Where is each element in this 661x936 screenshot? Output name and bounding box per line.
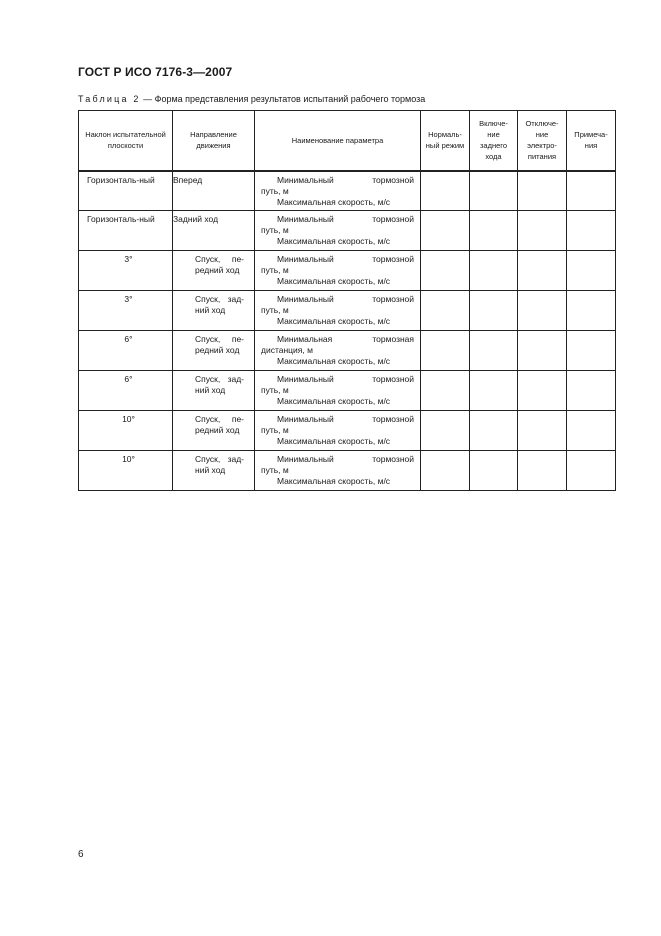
cell-direction: Спуск, пе-редний ход [173, 411, 255, 451]
cell-notes [567, 291, 616, 331]
parameter-line-2: путь, м [261, 265, 289, 275]
parameter-line-2: путь, м [261, 465, 289, 475]
parameter-line-3: Максимальная скорость, м/с [277, 396, 391, 406]
cell-incline [79, 211, 173, 251]
cell-reverse-on [470, 171, 518, 211]
table-row [79, 451, 616, 491]
cell-power-off [518, 171, 567, 211]
parameter-line-3: Максимальная скорость, м/с [277, 276, 391, 286]
incline-value: 3° [124, 294, 133, 304]
header-normal-mode: Нормаль-ный режим [421, 111, 470, 171]
table-row [79, 211, 616, 251]
parameter-line-1: Минимальный тормозной [277, 374, 414, 384]
table-caption-label: Таблица 2 [78, 94, 141, 104]
cell-parameter [255, 211, 421, 251]
cell-reverse-on [470, 371, 518, 411]
parameter-line-2: путь, м [261, 225, 289, 235]
cell-notes [567, 371, 616, 411]
cell-incline [79, 171, 173, 211]
cell-direction: Спуск, зад-ний ход [173, 371, 255, 411]
cell-normal-mode [421, 211, 470, 251]
parameter-line-2: путь, м [261, 305, 289, 315]
cell-reverse-on [470, 291, 518, 331]
parameter-line-1: Минимальный тормозной [277, 454, 414, 464]
cell-parameter [255, 171, 421, 211]
parameter-line-1: Минимальная тормозная [277, 334, 414, 344]
table-row [79, 331, 616, 371]
parameter-line-1: Минимальный тормозной [277, 214, 414, 224]
cell-incline [79, 291, 173, 331]
cell-notes [567, 171, 616, 211]
table-row [79, 171, 616, 211]
cell-reverse-on [470, 331, 518, 371]
brake-test-results-table [78, 110, 616, 491]
incline-value: 3° [124, 254, 133, 264]
table-caption [78, 94, 425, 104]
header-reverse-on: Включе-ние заднего хода [470, 111, 518, 171]
parameter-line-3: Максимальная скорость, м/с [277, 316, 391, 326]
cell-incline [79, 411, 173, 451]
cell-reverse-on [470, 411, 518, 451]
cell-parameter [255, 251, 421, 291]
parameter-line-1: Минимальный тормозной [277, 294, 414, 304]
header-incline: Наклон испытательной плоскости [79, 111, 173, 171]
parameter-line-1: Минимальный тормозной [277, 414, 414, 424]
cell-power-off [518, 411, 567, 451]
cell-notes [567, 451, 616, 491]
cell-normal-mode [421, 331, 470, 371]
cell-parameter [255, 331, 421, 371]
table-row [79, 251, 616, 291]
cell-power-off [518, 291, 567, 331]
cell-parameter [255, 451, 421, 491]
table-row [79, 371, 616, 411]
cell-normal-mode [421, 411, 470, 451]
cell-reverse-on [470, 251, 518, 291]
incline-value: 6° [124, 374, 133, 384]
cell-incline [79, 331, 173, 371]
parameter-line-2: путь, м [261, 185, 289, 196]
parameter-line-3: Максимальная скорость, м/с [277, 476, 391, 486]
parameter-line-3: Максимальная скорость, м/с [277, 356, 391, 366]
cell-incline [79, 371, 173, 411]
cell-parameter [255, 411, 421, 451]
header-direction: Направление движения [173, 111, 255, 171]
cell-reverse-on [470, 451, 518, 491]
parameter-line-2: дистанция, м [261, 345, 313, 355]
header-power-off: Отключе-ние электро-питания [518, 111, 567, 171]
header-parameter: Наименование параметра [255, 111, 421, 171]
incline-value: 10° [122, 454, 135, 464]
parameter-line-3: Максимальная скорость, м/с [277, 236, 391, 246]
cell-direction: Спуск, пе-редний ход [173, 251, 255, 291]
incline-value: 6° [124, 334, 133, 344]
parameter-line-1: Минимальный тормозной [277, 174, 414, 185]
cell-normal-mode [421, 251, 470, 291]
table-header-row [79, 111, 616, 171]
cell-power-off [518, 371, 567, 411]
header-notes: Примеча-ния [567, 111, 616, 171]
cell-direction: Спуск, зад-ний ход [173, 291, 255, 331]
cell-direction: Спуск, зад-ний ход [173, 451, 255, 491]
table-row [79, 411, 616, 451]
cell-notes [567, 251, 616, 291]
incline-value: Горизонталь-ный [87, 214, 155, 224]
table-caption-text: — Форма представления результатов испытаний рабочего тормоза [140, 94, 426, 104]
page-number: 6 [78, 849, 84, 860]
cell-normal-mode [421, 171, 470, 211]
parameter-line-3: Максимальная скорость, м/с [277, 196, 391, 207]
cell-reverse-on [470, 211, 518, 251]
cell-parameter [255, 291, 421, 331]
cell-power-off [518, 451, 567, 491]
cell-normal-mode [421, 451, 470, 491]
cell-power-off [518, 251, 567, 291]
cell-notes [567, 411, 616, 451]
parameter-line-2: путь, м [261, 385, 289, 395]
cell-notes [567, 211, 616, 251]
table-row [79, 291, 616, 331]
cell-direction: Вперед [173, 171, 255, 211]
cell-direction: Спуск, пе-редний ход [173, 331, 255, 371]
parameter-line-2: путь, м [261, 425, 289, 435]
incline-value: Горизонталь-ный [87, 174, 155, 185]
cell-notes [567, 331, 616, 371]
incline-value: 10° [122, 414, 135, 424]
cell-normal-mode [421, 371, 470, 411]
cell-power-off [518, 331, 567, 371]
cell-normal-mode [421, 291, 470, 331]
cell-direction: Задний ход [173, 211, 255, 251]
document-header: ГОСТ Р ИСО 7176-3—2007 [78, 65, 233, 79]
cell-incline [79, 451, 173, 491]
cell-parameter [255, 371, 421, 411]
parameter-line-1: Минимальный тормозной [277, 254, 414, 264]
cell-power-off [518, 211, 567, 251]
cell-incline [79, 251, 173, 291]
parameter-line-3: Максимальная скорость, м/с [277, 436, 391, 446]
